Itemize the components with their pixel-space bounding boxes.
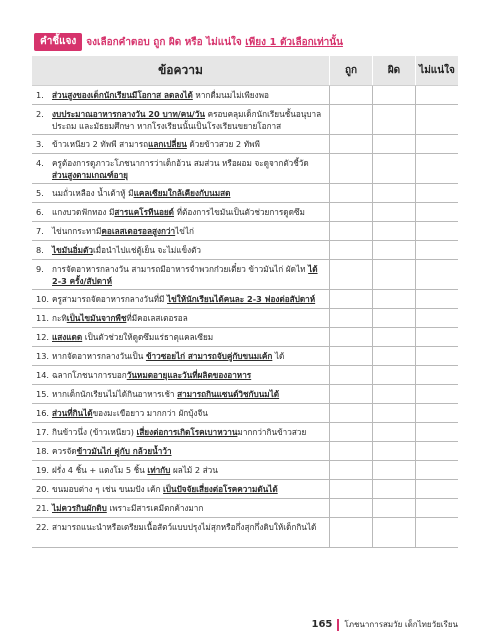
header-unsure: ไม่แน่ใจ [415, 56, 458, 85]
answer-unsure-box[interactable] [415, 241, 458, 259]
answer-wrong-box[interactable] [372, 518, 415, 547]
answer-correct-box[interactable] [329, 404, 372, 422]
statement-cell [32, 404, 329, 422]
answer-unsure-box[interactable] [415, 203, 458, 221]
statement-cell [32, 184, 329, 202]
row-number: 7. [36, 226, 44, 236]
statement-text [52, 89, 326, 101]
statement-text [52, 312, 326, 324]
answer-wrong-box[interactable] [372, 404, 415, 422]
statement-cell [32, 328, 329, 346]
statement-pre: ฝรั่ง 4 ชิ้น + แตงโม 5 ชิ้น [52, 465, 148, 475]
answer-correct-box[interactable] [329, 290, 372, 308]
statement-emphasis: แลกเปลี่ยน [148, 139, 187, 149]
answer-wrong-box[interactable] [372, 222, 415, 240]
answer-correct-box[interactable] [329, 499, 372, 517]
row-number: 12. [36, 332, 50, 342]
statement-post: เมื่อนำไปแช่ตู้เย็น จะไม่แข็งตัว [92, 245, 202, 255]
statement-pre: กะทิ [52, 313, 67, 323]
answer-unsure-box[interactable] [415, 518, 458, 547]
statement-text [52, 445, 326, 457]
table-header [32, 56, 458, 86]
answer-correct-box[interactable] [329, 135, 372, 153]
instruction-text-main: จงเลือกคำตอบ ถูก ผิด หรือ ไม่แน่ใจ [86, 36, 246, 48]
answer-unsure-box[interactable] [415, 423, 458, 441]
table-row [32, 347, 458, 366]
answer-wrong-box[interactable] [372, 328, 415, 346]
answer-unsure-box[interactable] [415, 385, 458, 403]
answer-unsure-box[interactable] [415, 290, 458, 308]
statement-cell [32, 105, 329, 134]
statement-post: ของมะเขือยาว มากกว่า ผักบุ้งจีน [92, 408, 208, 418]
answer-correct-box[interactable] [329, 480, 372, 498]
answer-wrong-box[interactable] [372, 499, 415, 517]
table-row [32, 222, 458, 241]
instruction-line [34, 33, 343, 51]
statement-cell [32, 461, 329, 479]
row-number: 3. [36, 139, 44, 149]
statement-pre: กินข้าวนึ่ง (ข้าวเหนียว) [52, 427, 137, 437]
row-number: 8. [36, 245, 44, 255]
row-number: 14. [36, 370, 50, 380]
row-number: 10. [36, 294, 50, 304]
answer-correct-box[interactable] [329, 518, 372, 547]
answer-unsure-box[interactable] [415, 480, 458, 498]
statement-emphasis: สารแคโรทีนอยด์ [114, 207, 174, 217]
answer-correct-box[interactable] [329, 347, 372, 365]
statement-pre: สามารถแนะนำหรือเตรียมเนื้อสัตว์แบบปรุงไม่สุกหรือกึ่งสุกกึ่งดิบให้เด็กกินได้ [52, 522, 317, 532]
answer-correct-box[interactable] [329, 423, 372, 441]
answer-unsure-box[interactable] [415, 499, 458, 517]
statement-post: เพราะมีสารเคมีตกค้างมาก [106, 503, 204, 513]
statement-pre: ข้าวเหนียว 2 ทัพพี สามารถ [52, 139, 149, 149]
statement-emphasis: เป็นไขมันจากพืช [66, 313, 127, 323]
answer-wrong-box[interactable] [372, 290, 415, 308]
statement-pre: ไข่นกกระทามี [52, 226, 102, 236]
table-row [32, 154, 458, 184]
table-row [32, 203, 458, 222]
row-number: 5. [36, 188, 44, 198]
statement-post: หากดื่มนมไม่เพียงพอ [192, 90, 269, 100]
statement-emphasis: ไข่ให้นักเรียนได้คนละ 2-3 ฟองต่อสัปดาห์ [167, 294, 316, 304]
answer-unsure-box[interactable] [415, 135, 458, 153]
statement-post: ครอบคลุมเด็กนักเรียนชั้นอนุบาล ประถม และมัธยมศึกษา หากโรงเรียนนั้นเป็นโรงเรียนขยายโอกาส [52, 109, 322, 131]
instruction-badge: คำชี้แจง [34, 33, 82, 51]
answer-wrong-box[interactable] [372, 461, 415, 479]
answer-wrong-box[interactable] [372, 105, 415, 134]
statement-text [52, 426, 326, 438]
answer-unsure-box[interactable] [415, 309, 458, 327]
statement-text [52, 157, 326, 180]
answer-correct-box[interactable] [329, 154, 372, 183]
answer-correct-box[interactable] [329, 260, 372, 289]
statement-text [52, 331, 326, 343]
statement-emphasis: ส่วนสูงตามเกณฑ์อายุ [52, 170, 128, 180]
statement-text [52, 521, 326, 544]
answer-correct-box[interactable] [329, 328, 372, 346]
statement-text [52, 388, 326, 400]
table-row [32, 86, 458, 105]
answer-correct-box[interactable] [329, 309, 372, 327]
table-row [32, 135, 458, 154]
row-number: 4. [36, 158, 44, 168]
statement-post: ได้ [272, 351, 285, 361]
statement-text [52, 502, 326, 514]
statement-text [52, 350, 326, 362]
answer-correct-box[interactable] [329, 241, 372, 259]
answer-wrong-box[interactable] [372, 442, 415, 460]
table-row [32, 518, 458, 548]
row-number: 9. [36, 264, 44, 274]
table-row [32, 105, 458, 135]
table-row [32, 499, 458, 518]
statement-pre: ครูสามารถจัดอาหารกลางวันที่มี [52, 294, 168, 304]
table-body [32, 86, 458, 548]
header-wrong: ผิด [372, 56, 415, 85]
row-number: 6. [36, 207, 44, 217]
table-row [32, 309, 458, 328]
statement-cell [32, 290, 329, 308]
table-row [32, 290, 458, 309]
row-number: 22. [36, 522, 50, 532]
statement-cell [32, 442, 329, 460]
table-row [32, 480, 458, 499]
statement-post: ด้วยข้าวสวย 2 ทัพพี [186, 139, 260, 149]
statement-text [52, 263, 326, 286]
row-number: 20. [36, 484, 50, 494]
answer-unsure-box[interactable] [415, 347, 458, 365]
statement-post: ที่ต้องการไขมันเป็นตัวช่วยการดูดซึม [174, 207, 305, 217]
statement-cell [32, 423, 329, 441]
answer-wrong-box[interactable] [372, 423, 415, 441]
answer-wrong-box[interactable] [372, 366, 415, 384]
statement-text [52, 225, 326, 237]
statement-pre: การจัดอาหารกลางวัน สามารถมีอาหารจำพวกก๋วยเตี๋ยว ข้าวมันไก่ ผัดไท [52, 264, 309, 274]
statement-text [52, 206, 326, 218]
answer-wrong-box[interactable] [372, 184, 415, 202]
statement-emphasis: ไม่ควรกินผักดิบ [52, 503, 107, 513]
statement-emphasis: งบประมาณอาหารกลางวัน 20 บาท/คน/วัน [52, 109, 205, 119]
statement-emphasis: แสงแดด [52, 332, 83, 342]
statement-emphasis: คอเลสเตอรอลสูงกว่า [101, 226, 176, 236]
answer-wrong-box[interactable] [372, 154, 415, 183]
statement-cell [32, 518, 329, 547]
answer-unsure-box[interactable] [415, 442, 458, 460]
statement-cell [32, 135, 329, 153]
page-number: 165 [311, 619, 333, 630]
answer-wrong-box[interactable] [372, 203, 415, 221]
statement-pre: ครูต้องการดูภาวะโภชนาการว่าเด็กอ้วน สมส่วน หรือผอม จะดูจากตัวชี้วัด [52, 158, 309, 168]
row-number: 15. [36, 389, 50, 399]
statement-emphasis: ข้าวซอยไก่ สามารถจับคู่กับขนมเค้ก [145, 351, 273, 361]
table-row [32, 461, 458, 480]
statement-emphasis: ได้ 2-3 ครั้ง/สัปดาห์ [52, 264, 318, 286]
answer-unsure-box[interactable] [415, 461, 458, 479]
header-statement: ข้อความ [158, 63, 203, 77]
statement-emphasis: ส่วนสูงของเด็กนักเรียนมีโอกาส ลดลงได้ [52, 90, 193, 100]
table-row [32, 260, 458, 290]
statement-cell [32, 366, 329, 384]
answer-wrong-box[interactable] [372, 347, 415, 365]
answer-unsure-box[interactable] [415, 404, 458, 422]
statement-post: ที่มีคอเลสเตอรอล [126, 313, 188, 323]
row-number: 11. [36, 313, 50, 323]
answer-wrong-box[interactable] [372, 385, 415, 403]
answer-correct-box[interactable] [329, 461, 372, 479]
statement-emphasis: สามารถกินแซนด์วิชกับนมได้ [177, 389, 280, 399]
row-number: 13. [36, 351, 50, 361]
statement-cell [32, 347, 329, 365]
statement-cell [32, 480, 329, 498]
statement-pre: หากเด็กนักเรียนไม่ได้กินอาหารเช้า [52, 389, 178, 399]
statement-pre: ฉลากโภชนาการบอก [52, 370, 127, 380]
answer-unsure-box[interactable] [415, 184, 458, 202]
table-row [32, 184, 458, 203]
statement-post: ผลไม้ 2 ส่วน [170, 465, 218, 475]
row-number: 21. [36, 503, 50, 513]
statement-emphasis: ข้าวมันไก่ คู่กับ กล้วยน้ำว้า [76, 446, 172, 456]
answer-correct-box[interactable] [329, 222, 372, 240]
statement-emphasis: แคลเซียมใกล้เคียงกับนมสด [133, 188, 231, 198]
answer-unsure-box[interactable] [415, 260, 458, 289]
statement-cell [32, 222, 329, 240]
answer-unsure-box[interactable] [415, 222, 458, 240]
row-number: 19. [36, 465, 50, 475]
answer-correct-box[interactable] [329, 86, 372, 104]
answer-correct-box[interactable] [329, 184, 372, 202]
answer-wrong-box[interactable] [372, 309, 415, 327]
answer-wrong-box[interactable] [372, 135, 415, 153]
answer-correct-box[interactable] [329, 366, 372, 384]
row-number: 18. [36, 446, 50, 456]
answer-correct-box[interactable] [329, 385, 372, 403]
table-row [32, 385, 458, 404]
row-number: 17. [36, 427, 50, 437]
statement-text [52, 187, 326, 199]
statement-text [52, 244, 326, 256]
statement-text [52, 483, 326, 495]
statement-text [52, 407, 326, 419]
instruction-text [86, 35, 343, 50]
answer-unsure-box[interactable] [415, 328, 458, 346]
table-row [32, 423, 458, 442]
statement-post: ไข่ไก่ [175, 226, 194, 236]
statement-post: เป็นตัวช่วยให้ดูดซึมแร่ธาตุแคลเซียม [82, 332, 214, 342]
statement-cell [32, 260, 329, 289]
table-row [32, 328, 458, 347]
statement-pre: หากจัดอาหารกลางวันเป็น [52, 351, 146, 361]
statement-pre: นมถั่วเหลือง น้ำเต้าหู้ มี [52, 188, 134, 198]
statement-cell [32, 203, 329, 221]
table-row [32, 442, 458, 461]
answer-unsure-box[interactable] [415, 105, 458, 134]
instruction-text-underlined: เพียง 1 ตัวเลือกเท่านั้น [245, 36, 343, 48]
statement-emphasis: เท่ากับ [147, 465, 171, 475]
answer-wrong-box[interactable] [372, 260, 415, 289]
answer-unsure-box[interactable] [415, 154, 458, 183]
statement-text [52, 464, 326, 476]
header-correct: ถูก [329, 56, 372, 85]
row-number: 2. [36, 109, 44, 119]
statement-text [52, 138, 326, 150]
answer-wrong-box[interactable] [372, 241, 415, 259]
answer-unsure-box[interactable] [415, 86, 458, 104]
footer-title: โภชนาการสมวัย เด็กไทยวัยเรียน [344, 620, 458, 629]
statement-cell [32, 241, 329, 259]
statement-cell [32, 309, 329, 327]
statement-emphasis: เสี่ยงต่อการเกิดโรคเบาหวาน [136, 427, 238, 437]
table-row [32, 366, 458, 385]
answer-correct-box[interactable] [329, 105, 372, 134]
page-footer [312, 618, 458, 631]
answer-wrong-box[interactable] [372, 86, 415, 104]
statement-emphasis: ไขมันอิ่มตัว [52, 245, 93, 255]
statement-emphasis: วันหมดอายุและวันที่ผลิตของอาหาร [126, 370, 252, 380]
statement-post: มากกว่ากินข้าวสวย [237, 427, 307, 437]
statement-pre: ขนมอบต่าง ๆ เช่น ขนมปัง เค้ก [52, 484, 163, 494]
statement-cell [32, 86, 329, 104]
table-row [32, 241, 458, 260]
statement-text [52, 293, 326, 305]
statement-pre: ควรจัด [52, 446, 77, 456]
answer-unsure-box[interactable] [415, 366, 458, 384]
answer-correct-box[interactable] [329, 442, 372, 460]
statement-emphasis: ส่วนที่กินได้ [52, 408, 93, 418]
answer-wrong-box[interactable] [372, 480, 415, 498]
table-row [32, 404, 458, 423]
statement-cell [32, 499, 329, 517]
row-number: 1. [36, 90, 44, 100]
answer-correct-box[interactable] [329, 203, 372, 221]
quiz-table [32, 56, 458, 548]
statement-text [52, 369, 326, 381]
footer-divider [337, 619, 339, 631]
row-number: 16. [36, 408, 50, 418]
statement-text [52, 108, 326, 131]
statement-cell [32, 154, 329, 183]
statement-pre: แกงบวดฟักทอง มี [52, 207, 115, 217]
statement-emphasis: เป็นปัจจัยเสี่ยงต่อโรคความดันได้ [163, 484, 278, 494]
statement-cell [32, 385, 329, 403]
